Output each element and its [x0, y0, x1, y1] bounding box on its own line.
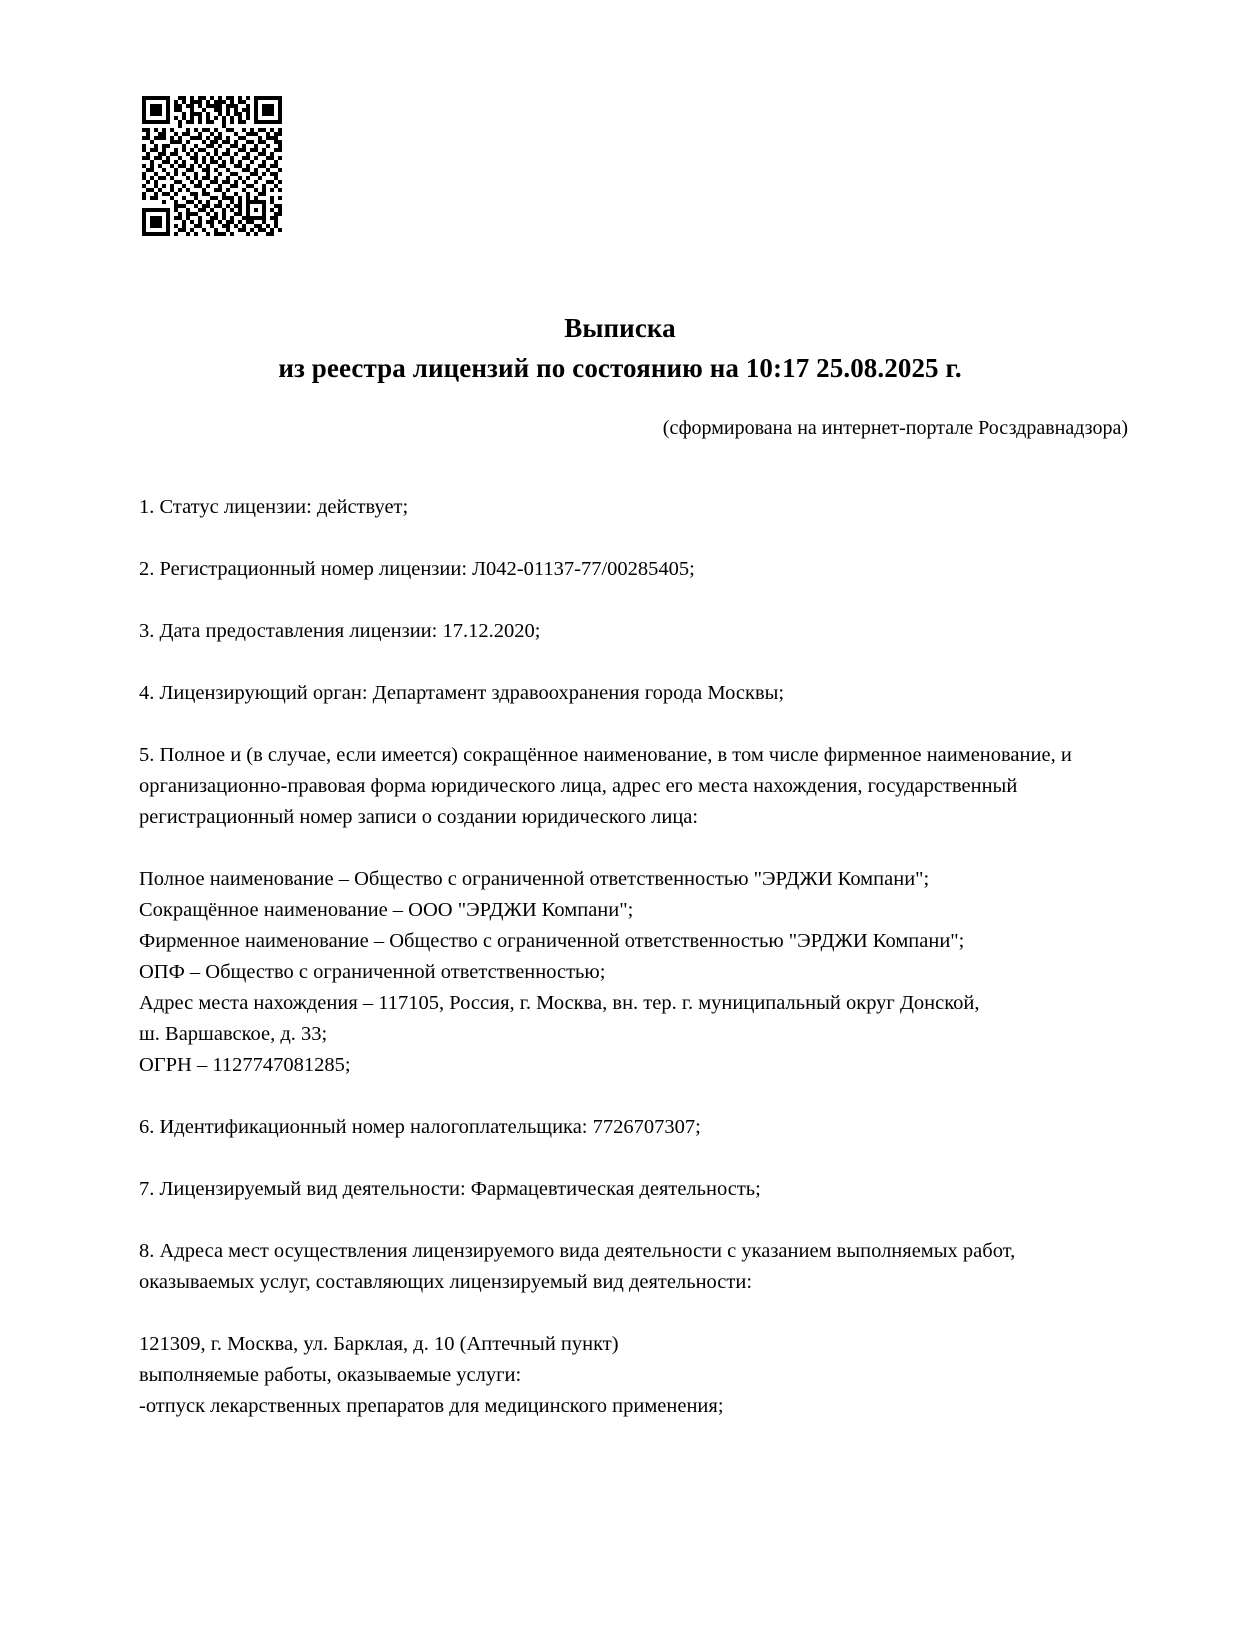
entity-ogrn: ОГРН – 1127747081285;	[139, 1054, 351, 1076]
activity-work-item-1: -отпуск лекарственных препаратов для медицинского применения;	[139, 1395, 724, 1417]
activity-place-block	[139, 1329, 1124, 1422]
entity-address-line-2: ш. Варшавское, д. 33;	[139, 1023, 328, 1045]
entity-short-name: Сокращённое наименование – ООО "ЭРДЖИ Компани";	[139, 899, 634, 921]
title-line-secondary: из реестра лицензий по состоянию на 10:17 25.08.2025 г.	[278, 353, 962, 383]
item-2: 2. Регистрационный номер лицензии: Л042-01137-77/00285405;	[139, 558, 695, 580]
item-5: 5. Полное и (в случае, если имеется) сокращённое наименование, в том числе фирменное наименование, и организационно-правовая форма юридического лица, адрес его места нахождения, государственный регистрационный номер записи о создании юридического лица:	[139, 744, 1072, 828]
entity-full-name: Полное наименование – Общество с ограниченной ответственностью "ЭРДЖИ Компани";	[139, 868, 930, 890]
qr-code-icon	[138, 92, 286, 240]
document-subtitle: (сформирована на интернет-портале Росздравнадзора)	[662, 417, 1128, 439]
item-6: 6. Идентификационный номер налогоплательщика: 7726707307;	[139, 1116, 701, 1138]
item-1: 1. Статус лицензии: действует;	[139, 496, 409, 518]
document-body	[139, 492, 1124, 1453]
page-title	[0, 308, 1240, 388]
item-3: 3. Дата предоставления лицензии: 17.12.2020;	[139, 620, 541, 642]
entity-details-block	[139, 864, 1124, 1081]
qr-code	[138, 92, 286, 240]
activity-place-address: 121309, г. Москва, ул. Барклая, д. 10 (Аптечный пункт)	[139, 1333, 619, 1355]
entity-legal-form: ОПФ – Общество с ограниченной ответственностью;	[139, 961, 606, 983]
item-7: 7. Лицензируемый вид деятельности: Фармацевтическая деятельность;	[139, 1178, 761, 1200]
item-4: 4. Лицензирующий орган: Департамент здравоохранения города Москвы;	[139, 682, 785, 704]
title-line-primary: Выписка	[564, 313, 676, 343]
activity-works-header: выполняемые работы, оказываемые услуги:	[139, 1364, 522, 1386]
entity-address-line-1: Адрес места нахождения – 117105, Россия, г. Москва, вн. тер. г. муниципальный округ Донской,	[139, 992, 980, 1014]
entity-brand-name: Фирменное наименование – Общество с ограниченной ответственностью "ЭРДЖИ Компани";	[139, 930, 965, 952]
item-8: 8. Адреса мест осуществления лицензируемого вида деятельности с указанием выполняемых работ, оказываемых услуг, составляющих лицензируемый вид деятельности:	[139, 1240, 1016, 1293]
